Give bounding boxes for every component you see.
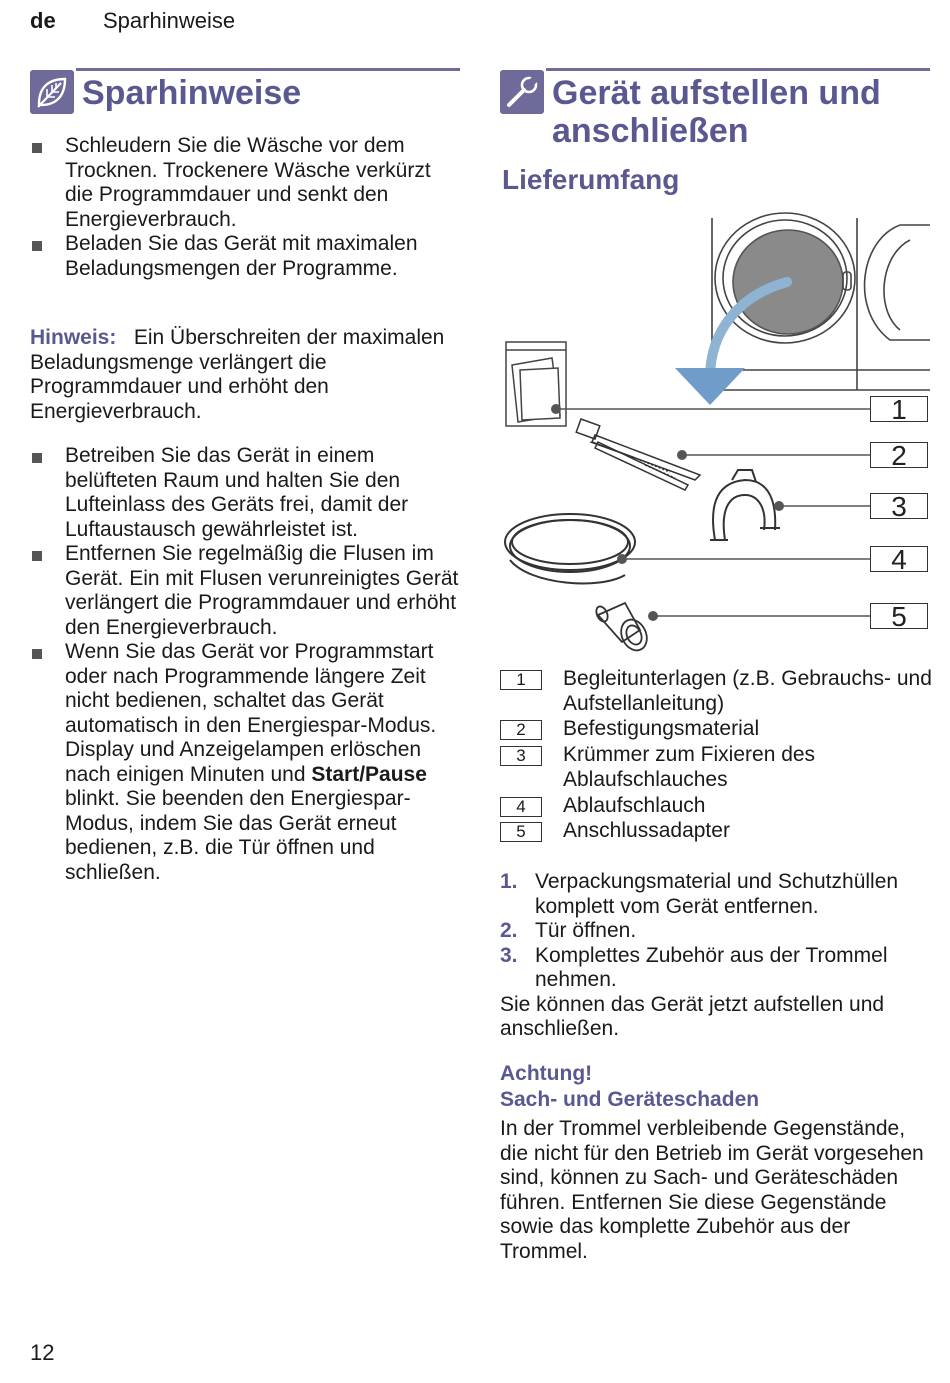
wrench-icon — [500, 70, 544, 114]
header-language: de — [30, 8, 56, 33]
list-item: 1. Verpackungsmaterial und Schutzhüllen komplett vom Gerät entfernen. — [500, 870, 899, 918]
note — [30, 326, 450, 424]
section-title: Sparhinweise — [82, 74, 302, 112]
list-item: Wenn Sie das Gerät vor Programmstart oder nach Programmende längere Zeit nicht bedienen, schaltet das Gerät automatisch in den Energiespar-Modus. Display und Anzeigelampen erlöschen nach einigen Minuten und Start/Pause blinkt. Sie beenden den Energiespar-Modus, indem Sie das Gerät erneut bedienen, z.B. die Tür öffnen und schließen. — [30, 640, 460, 885]
section-title: Gerät aufstellen und anschließen — [552, 74, 881, 150]
leader-dots — [551, 404, 784, 621]
delivery-heading: Lieferumfang — [502, 164, 680, 195]
warning-text: In der Trommel verbleibende Gegenstände, die nicht für den Betrieb im Gerät vorgesehen sind, können zu Sach- und Geräteschäden führen. Entfernen Sie diese Gegenstände sowie das komplette Zubehör aus der Trommel. — [500, 1117, 924, 1263]
callout-5: 5 — [870, 603, 928, 629]
callout-1: 1 — [870, 396, 928, 422]
list-item: 3. Komplettes Zubehör aus der Trommel nehmen. — [500, 943, 888, 991]
list-item: Entfernen Sie regelmäßig die Flusen im Gerät. Ein mit Flusen verunreinigtes Gerät verlängert die Programmdauer und erhöht den Energieverbrauch. — [30, 542, 460, 640]
warning-subtitle: Sach- und Geräteschaden — [500, 1088, 760, 1111]
list-item: Betreiben Sie das Gerät in einem belüfteten Raum und halten Sie den Lufteinlass des Geräts frei, damit der Luftaustausch gewährleistet ist. — [30, 444, 460, 542]
legend: 1 Begleitunterlagen (z.B. Gebrauchs- und Aufstellanleitung) 2 Befestigungsmaterial 3 Krümmer zum Fixieren des Ablaufschlauches 4 Ablaufschlauch 5 Anschlussadapter — [500, 667, 930, 847]
hose-bend-drawing — [710, 470, 780, 540]
callout-2: 2 — [870, 442, 928, 468]
setup-steps — [500, 870, 930, 993]
header-title: Sparhinweise — [103, 8, 236, 33]
list-item: 2. Tür öffnen. — [500, 919, 637, 942]
callout-3: 3 — [870, 493, 928, 519]
warning-title: Achtung! — [500, 1062, 593, 1085]
leaf-icon — [30, 70, 74, 114]
savings-list-2 — [30, 444, 460, 885]
page-number: 12 — [30, 1340, 55, 1365]
start-pause-label: Start/Pause — [311, 762, 427, 786]
section-rule — [76, 68, 460, 71]
delivery-illustration — [500, 210, 930, 660]
note-text: Ein Überschreiten der maximalen Beladungsmenge verlängert die Programmdauer und erhöht den Energieverbrauch. — [30, 326, 445, 423]
callout-4: 4 — [870, 546, 928, 572]
list-item: Beladen Sie das Gerät mit maximalen Beladungsmengen der Programme. — [30, 232, 460, 281]
drain-hose-drawing — [505, 514, 635, 583]
warning-block — [500, 1061, 930, 1264]
note-label: Hinweis: — [30, 326, 117, 349]
section-rule — [546, 68, 930, 71]
adapter-drawing — [594, 603, 652, 655]
savings-list-1 — [30, 134, 460, 281]
after-steps-text: Sie können das Gerät jetzt aufstellen und anschließen. — [500, 992, 885, 1040]
list-item: Schleudern Sie die Wäsche vor dem Trocknen. Trockenere Wäsche verkürzt die Programmdauer und senkt den Energieverbrauch. — [30, 134, 460, 232]
